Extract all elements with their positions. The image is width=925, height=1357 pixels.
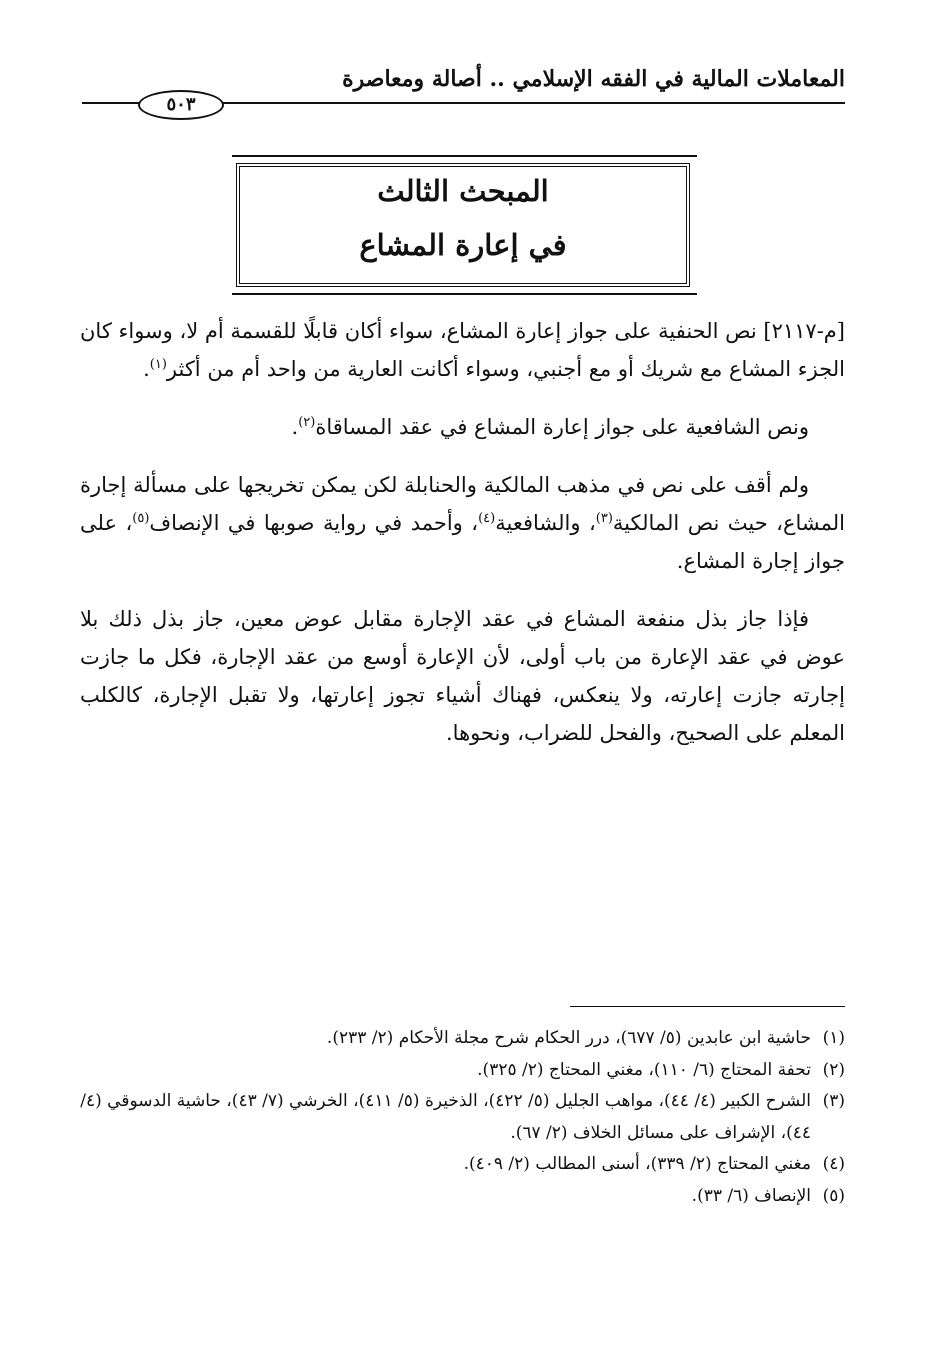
title-top-rule: [232, 155, 697, 157]
footnote: [80, 1181, 845, 1213]
section-title-box: [236, 163, 690, 287]
footnote-number: (٣): [822, 1091, 845, 1111]
paragraph-text: فإذا جاز بذل منفعة المشاع في عقد الإجارة مقابل عوض معين، جاز بذل ذلك بلا عوض في عقد الإعارة من باب أولى، لأن الإعارة أوسع من عقد الإجارة، فكل ما جازت إجارته جازت إعارته، ولا ينعكس، فهناك أشياء تجوز إعارتها، ولا تقبل الإجارة، كالكلب المعلم على الصحيح، والفحل للضراب، ونحوها.: [80, 607, 845, 745]
footnote-ref[interactable]: (٢): [298, 415, 316, 430]
paragraph-text: [م-٢١١٧] نص الحنفية على جواز إعارة المشاع، سواء أكان قابلًا للقسمة أم لا، وسواء كان الجزء المشاع مع شريك أو مع أجنبي، وسواء أكانت العارية من واحد أم من أكثر: [80, 319, 845, 381]
footnote: [80, 1086, 845, 1149]
paragraph: [80, 466, 845, 580]
paragraph: [80, 312, 845, 388]
title-bottom-rule: [232, 293, 697, 295]
footnote: [80, 1055, 845, 1087]
paragraph-text: .: [143, 357, 150, 381]
paragraph-text: ونص الشافعية على جواز إعارة المشاع في عقد المساقاة: [315, 415, 809, 439]
paragraph-text: ولم أقف على نص في مذهب المالكية والحنابلة لكن يمكن تخريجها على مسألة إجارة المشاع، حيث نص المالكية: [80, 473, 845, 535]
footnote-number: (٥): [822, 1185, 845, 1206]
footnote-text: حاشية ابن عابدين (٥/ ٦٧٧)، درر الحكام شرح مجلة الأحكام (٢/ ٢٣٣).: [326, 1028, 811, 1048]
footnote-number: (٢): [822, 1059, 845, 1080]
footnotes: [80, 1023, 845, 1212]
footnote-text: الإنصاف (٦/ ٣٣).: [691, 1185, 811, 1206]
footnote-number: (٤): [822, 1154, 845, 1174]
running-header-title: المعاملات المالية في الفقه الإسلامي .. أصالة ومعاصرة: [342, 66, 845, 92]
section-subtitle: في إعارة المشاع: [359, 228, 567, 262]
paragraph: [80, 600, 845, 752]
section-title: المبحث الثالث: [377, 174, 549, 208]
footnote-rule: [570, 1006, 845, 1007]
body-text: [80, 312, 845, 772]
footnote-text: الشرح الكبير (٤/ ٤٤)، مواهب الجليل (٥/ ٤٢٢)، الذخيرة (٥/ ٤١١)، الخرشي (٧/ ٤٣)، حاشية الدسوقي (٤/ ٤٤)، الإشراف على مسائل الخلاف (٢/ ٦٧).: [80, 1091, 811, 1143]
paragraph-text: ، والشافعية: [495, 511, 596, 535]
footnote-text: مغني المحتاج (٢/ ٣٣٩)، أسنى المطالب (٢/ ٤٠٩).: [463, 1154, 811, 1174]
paragraph: [80, 408, 845, 446]
footnote-number: (١): [822, 1028, 845, 1048]
footnote-text: تحفة المحتاج (٦/ ١١٠)، مغني المحتاج (٢/ ٣٢٥).: [477, 1059, 811, 1080]
page-number: ٥٠٣: [138, 90, 224, 120]
paragraph-text: ، على جواز إجارة المشاع.: [80, 511, 845, 573]
footnote-ref[interactable]: (٥): [132, 511, 150, 526]
footnote: [80, 1023, 845, 1055]
footnote: [80, 1149, 845, 1181]
footnote-ref[interactable]: (٤): [478, 511, 496, 526]
paragraph-text: .: [291, 415, 299, 439]
footnote-ref[interactable]: (١): [149, 357, 167, 372]
paragraph-text: ، وأحمد في رواية صوبها في الإنصاف: [149, 511, 479, 535]
footnote-ref[interactable]: (٣): [595, 511, 613, 526]
